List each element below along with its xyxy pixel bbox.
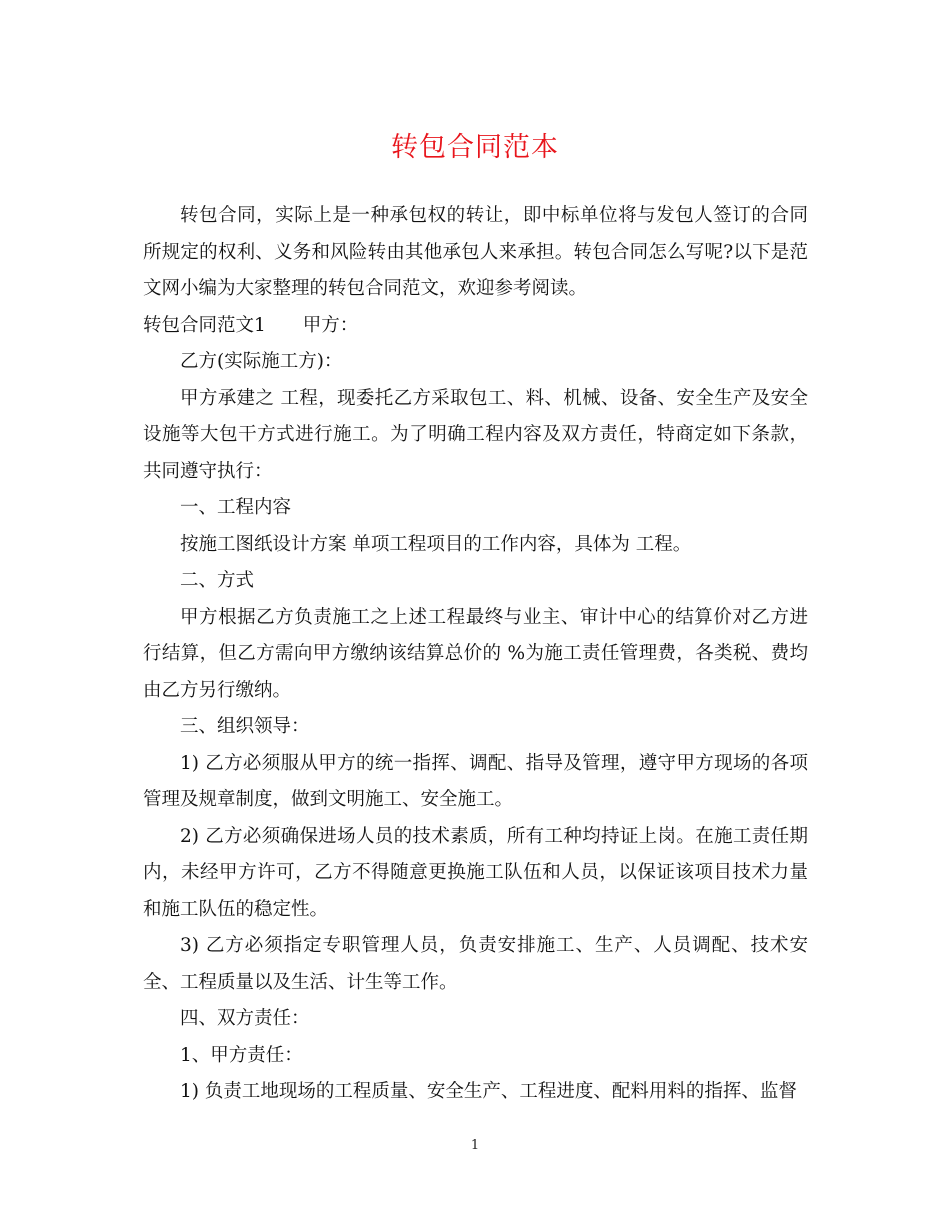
sample-heading: 转包合同范文1 [143,314,266,336]
method-paragraph: 甲方根据乙方负责施工之上述工程最终与业主、审计中心的结算价对乙方进行结算，但乙方需向甲方缴纳该结算总价的 %为施工责任管理费，各类税、费均由乙方另行缴纳。 [143,606,808,701]
organization-item-3: 3) 乙方必须指定专职管理人员，负责安排施工、生产、人员调配、技术安全、工程质量以及生活、计生等工作。 [143,935,808,993]
scope-paragraph: 按施工图纸设计方案 单项工程项目的工作内容，具体为 工程。 [180,533,692,555]
intro-paragraph: 转包合同，实际上是一种承包权的转让，即中标单位将与发包人签订的合同所规定的权利、义务和风险转由其他承包人来承担。转包合同怎么写呢?以下是范文网小编为大家整理的转包合同范文，欢迎参考阅读。 [143,205,808,299]
subsection-heading-party-a: 1、甲方责任： [180,1044,303,1066]
party-b-label: 乙方(实际施工方)： [180,351,343,372]
party-a-item-1: 1) 负责工地现场的工程质量、安全生产、工程进度、配料用料的指挥、监督 [180,1081,797,1102]
section-heading-organization: 三、组织领导： [180,716,310,737]
section-heading-scope: 一、工程内容 [180,497,292,518]
party-a-label: 甲方： [302,314,359,336]
organization-item-1: 1) 乙方必须服从甲方的统一指挥、调配、指导及管理，遵守甲方现场的各项管理及规章制度，做到文明施工、安全施工。 [143,752,808,810]
section-heading-method: 二、方式 [180,570,255,591]
preamble-paragraph: 甲方承建之 工程，现委托乙方采取包工、料、机械、设备、安全生产及安全设施等大包干方式进行施工。为了明确工程内容及双方责任，特商定如下条款，共同遵守执行： [143,387,808,482]
document-title: 转包合同范本 [391,132,559,163]
page-number: 1 [470,1138,480,1153]
organization-item-2: 2) 乙方必须确保进场人员的技术素质，所有工种均持证上岗。在施工责任期内，未经甲方许可，乙方不得随意更换施工队伍和人员，以保证该项目技术力量和施工队伍的稳定性。 [143,825,808,920]
sample-heading-line [143,308,808,345]
section-heading-responsibilities: 四、双方责任： [180,1008,310,1029]
document-body [143,198,808,1111]
